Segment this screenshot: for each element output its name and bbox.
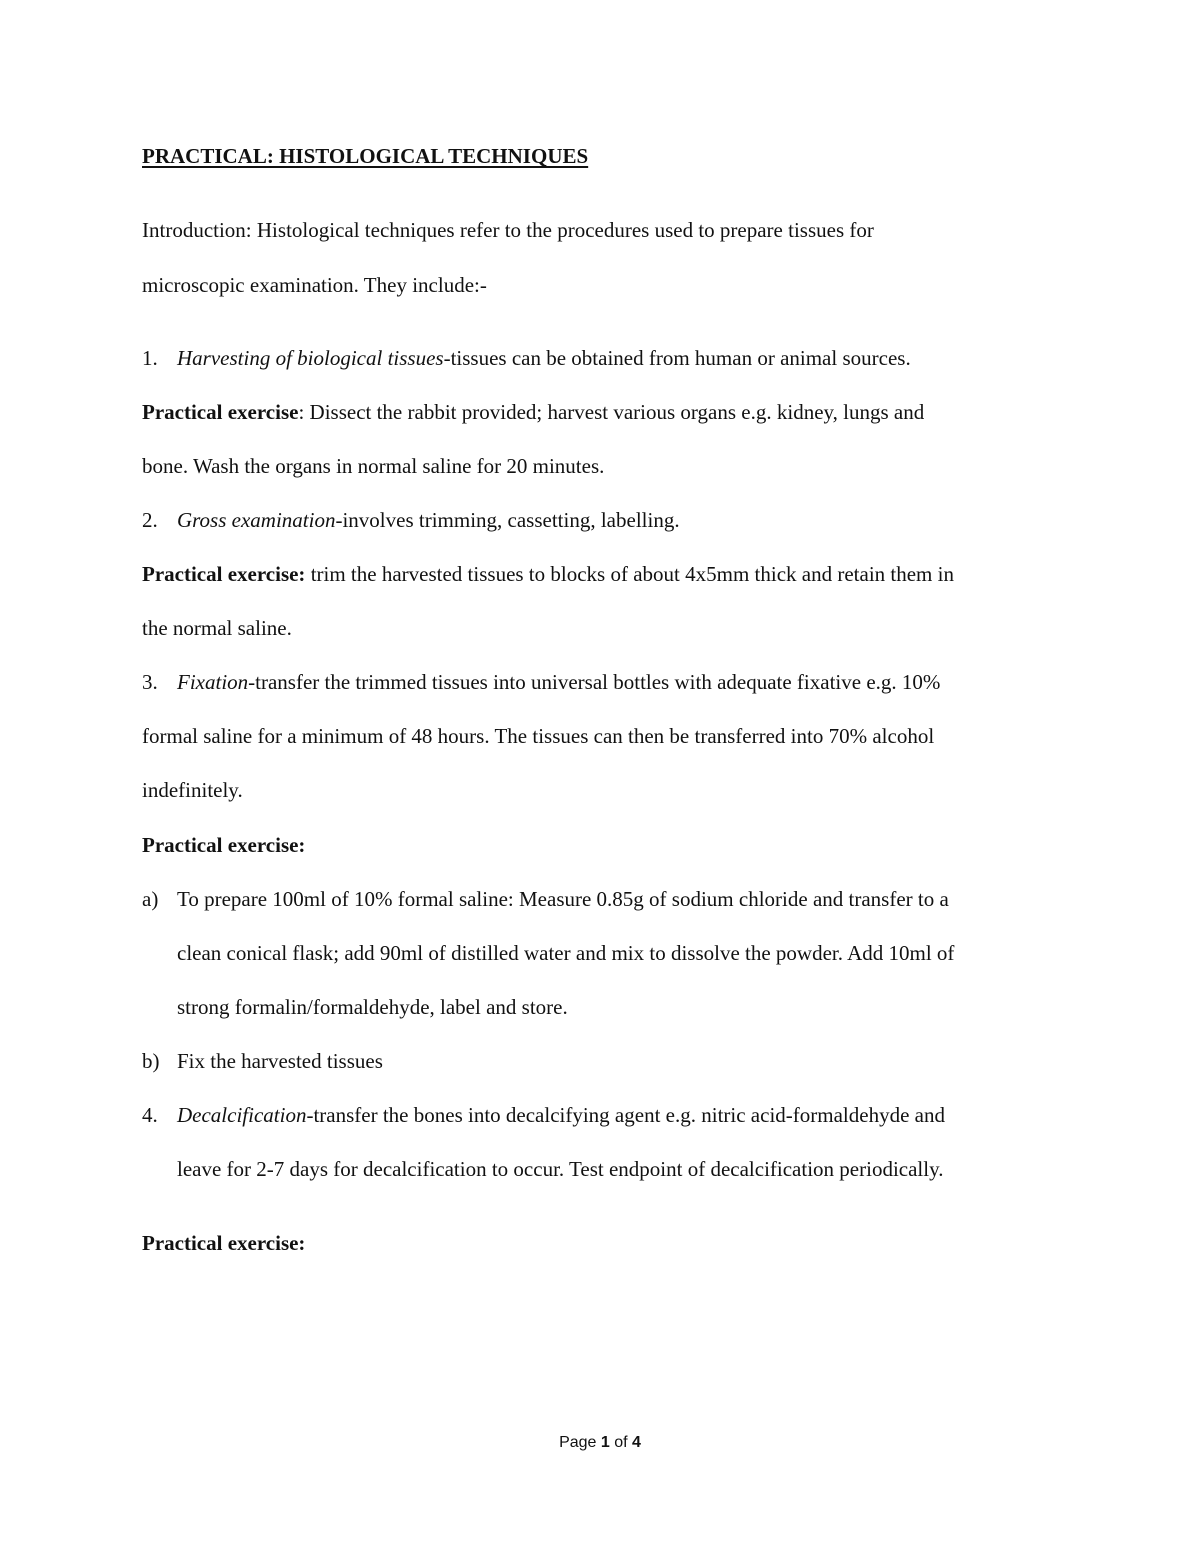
list-item-1-term: Harvesting of biological tissues	[177, 346, 444, 370]
exercise-1-sep: :	[298, 400, 310, 424]
intro-line-1: Introduction: Histological techniques refer to the procedures used to prepare tissues for	[142, 218, 874, 242]
list-item-1-text: -tissues can be obtained from human or animal sources.	[443, 346, 911, 370]
exercise-3-label: Practical exercise:	[142, 833, 306, 857]
list-number-3: 3.	[142, 670, 158, 694]
exercise-2-line-2: the normal saline.	[142, 616, 292, 640]
footer-current-page: 1	[600, 1434, 610, 1451]
exercise-1-label: Practical exercise	[142, 400, 299, 424]
intro-line-2: microscopic examination. They include:-	[142, 273, 487, 297]
list-item-4-term: Decalcification	[177, 1103, 307, 1127]
exercise-2-line-1	[142, 561, 954, 587]
list-number-4: 4.	[142, 1103, 158, 1127]
exercise-2-label: Practical exercise:	[142, 562, 306, 586]
list-number-2: 2.	[142, 508, 158, 532]
list-item-3-cont-1: formal saline for a minimum of 48 hours. The tissues can then be transferred into 70% alcohol	[142, 724, 935, 748]
list-number-1: 1.	[142, 346, 158, 370]
page-footer	[0, 1432, 1200, 1454]
exercise-1-text: Dissect the rabbit provided; harvest various organs e.g. kidney, lungs and	[309, 400, 925, 424]
exercise-4-label: Practical exercise:	[142, 1231, 306, 1255]
list-item-2-term: Gross examination	[177, 508, 336, 532]
footer-total-pages: 4	[632, 1434, 641, 1451]
list-item-3-text: -transfer the trimmed tissues into universal bottles with adequate fixative e.g. 10%	[248, 670, 941, 694]
exercise-2-text: trim the harvested tissues to blocks of about 4x5mm thick and retain them in	[305, 562, 954, 586]
subitem-a-line-1: To prepare 100ml of 10% formal saline: Measure 0.85g of sodium chloride and transfer to a	[177, 887, 949, 911]
subitem-b-mark: b)	[142, 1049, 160, 1073]
subitem-b-line-1: Fix the harvested tissues	[177, 1049, 383, 1073]
exercise-1-line-2: bone. Wash the organs in normal saline for 20 minutes.	[142, 454, 605, 478]
list-item-3-cont-2: indefinitely.	[142, 778, 243, 802]
footer-mid: of	[609, 1434, 633, 1451]
list-item-2	[177, 507, 680, 533]
list-item-4-cont-1: leave for 2-7 days for decalcification to occur. Test endpoint of decalcification periodically.	[177, 1157, 944, 1181]
list-item-2-text: -involves trimming, cassetting, labelling.	[335, 508, 680, 532]
subitem-a-line-3: strong formalin/formaldehyde, label and store.	[177, 995, 568, 1019]
list-item-1	[177, 345, 911, 371]
list-item-3	[177, 669, 940, 695]
footer-prefix: Page	[559, 1434, 601, 1451]
list-item-4-text: -transfer the bones into decalcifying agent e.g. nitric acid-formaldehyde and	[306, 1103, 945, 1127]
page-title: PRACTICAL: HISTOLOGICAL TECHNIQUES	[142, 144, 589, 168]
subitem-a-mark: a)	[142, 887, 159, 911]
list-item-4	[177, 1102, 945, 1128]
exercise-1-line-1	[142, 399, 924, 425]
list-item-3-term: Fixation	[177, 670, 249, 694]
subitem-a-line-2: clean conical flask; add 90ml of distilled water and mix to dissolve the powder. Add 10ml of	[177, 941, 955, 965]
